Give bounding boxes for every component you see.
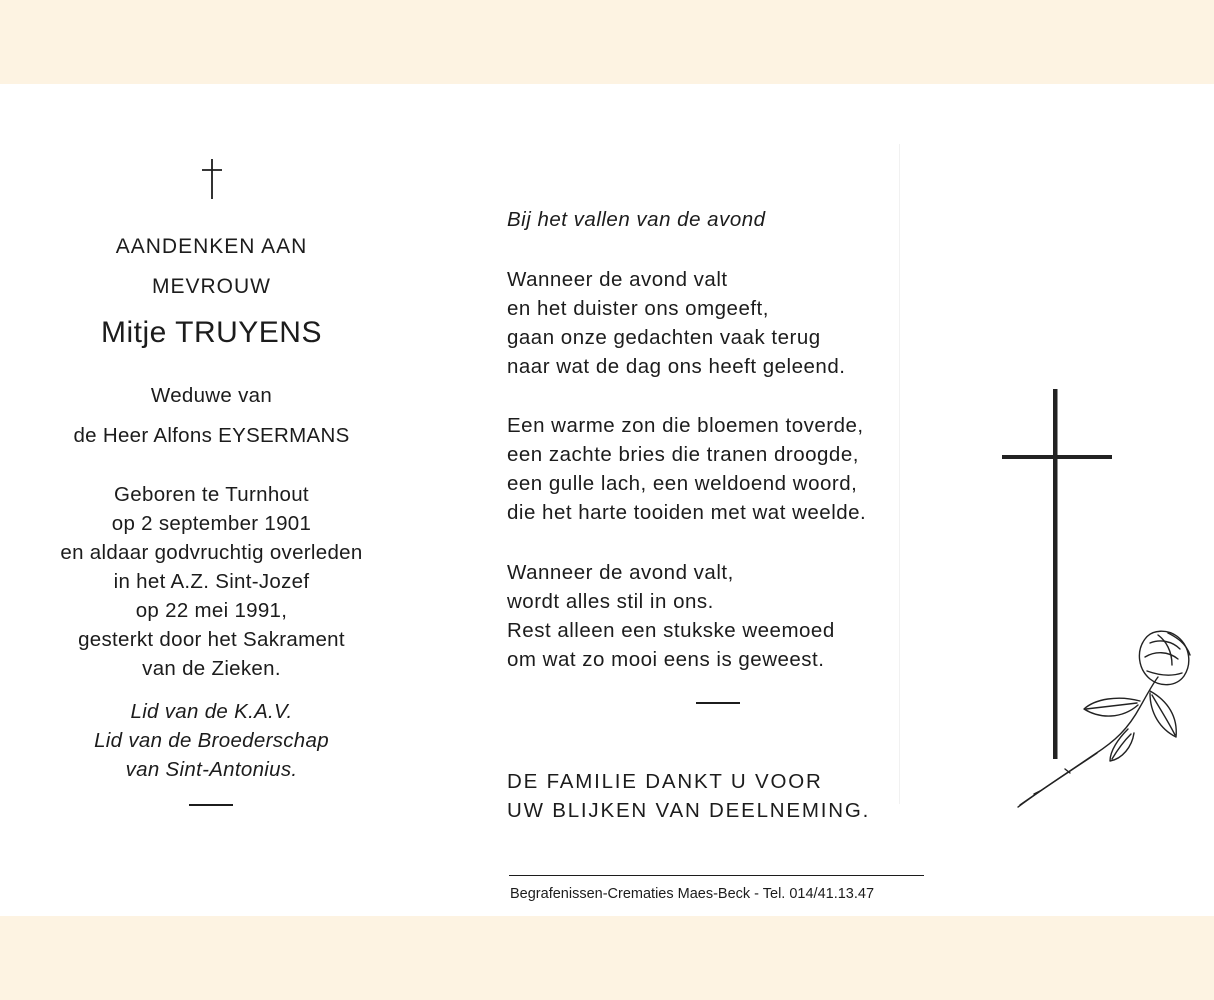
poem-line: Een warme zon die bloemen toverde, xyxy=(507,414,864,437)
poem-line: Wanneer de avond valt xyxy=(507,268,728,291)
poem-title: Bij het vallen van de avond xyxy=(507,208,766,231)
bio-line: van de Zieken. xyxy=(142,657,281,680)
divider-dash xyxy=(189,804,233,806)
rose-icon xyxy=(1018,631,1190,807)
bio-line: op 2 september 1901 xyxy=(111,512,312,535)
funeral-home-footer: Begrafenissen-Crematies Maes-Beck - Tel. 014/41.13.47 xyxy=(510,886,875,902)
poem-line: en het duister ons omgeeft, xyxy=(507,297,769,320)
deceased-name: Mitje TRUYENS xyxy=(101,316,322,349)
heading-line-2: MEVROUW xyxy=(152,275,271,298)
poem-line: om wat zo mooi eens is geweest. xyxy=(507,648,825,671)
thanks-line-1: DE FAMILIE DANKT U VOOR xyxy=(507,770,823,793)
poem-line: een zachte bries die tranen droogde, xyxy=(507,443,859,466)
husband-name: de Heer Alfons EYSERMANS xyxy=(73,424,350,447)
bio-line: en aldaar godvruchtig overleden xyxy=(60,541,363,564)
thanks-line-2: UW BLIJKEN VAN DEELNEMING. xyxy=(507,799,871,822)
divider-dash xyxy=(696,702,740,704)
poem-line: gaan onze gedachten vaak terug xyxy=(507,326,821,349)
footer-rule xyxy=(509,875,924,876)
bio-line: gesterkt door het Sakrament xyxy=(78,628,345,651)
bio-line: in het A.Z. Sint-Jozef xyxy=(113,570,310,593)
cross-and-rose-illustration xyxy=(1000,389,1200,819)
heading-line-1: AANDENKEN AAN xyxy=(115,235,308,258)
membership-line: Lid van de K.A.V. xyxy=(130,700,293,723)
poem-line: naar wat de dag ons heeft geleend. xyxy=(507,355,846,378)
widow-of-label: Weduwe van xyxy=(150,384,273,407)
cross-icon xyxy=(199,159,225,199)
poem-line: die het harte tooiden met wat weelde. xyxy=(507,501,867,524)
cross-icon xyxy=(1002,389,1112,759)
poem-line: een gulle lach, een weldoend woord, xyxy=(507,472,858,495)
memorial-card xyxy=(0,84,1214,916)
fold-line xyxy=(899,144,900,804)
poem-line: Wanneer de avond valt, xyxy=(507,561,734,584)
poem-line: wordt alles stil in ons. xyxy=(507,590,714,613)
poem-line: Rest alleen een stukske weemoed xyxy=(507,619,835,642)
membership-line: Lid van de Broederschap xyxy=(94,729,329,752)
bio-line: Geboren te Turnhout xyxy=(114,483,309,506)
membership-line: van Sint-Antonius. xyxy=(125,758,298,781)
bio-line: op 22 mei 1991, xyxy=(135,599,288,622)
